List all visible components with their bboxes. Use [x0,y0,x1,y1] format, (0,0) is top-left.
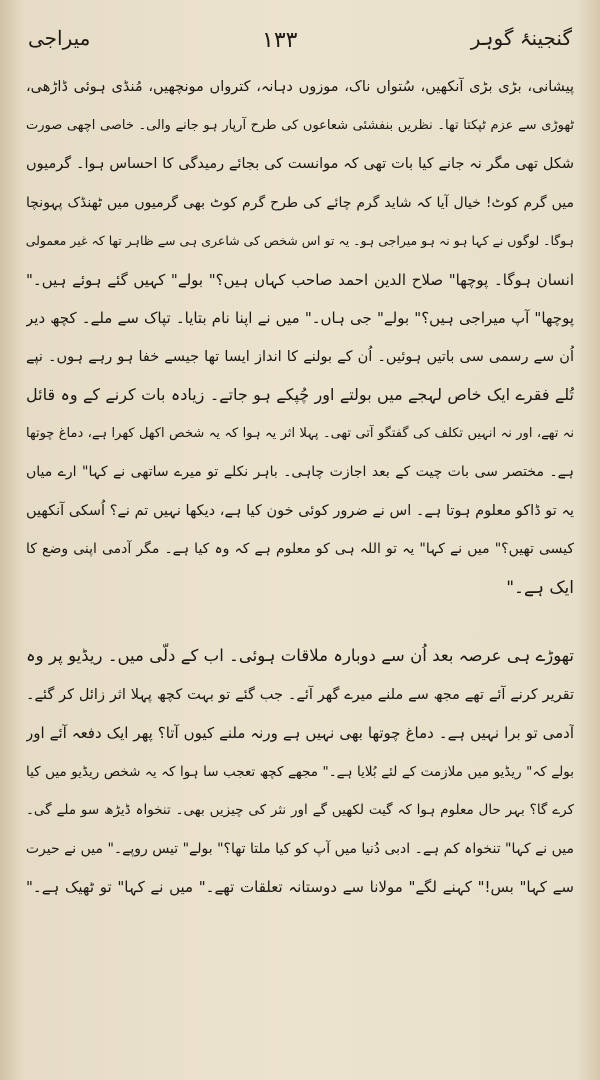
page-number: ۱۳۳ [262,28,298,53]
text-line: شکل تھی مگر نہ جانے کیا بات تھی کہ موانست کی بجائے رمیدگی کا احساس ہوا۔ گرمیوں [26,156,574,172]
text-line: میں نے کہا" تنخواہ کم ہے۔ ادبی دُنیا میں آپ کو کیا ملتا تھا؟" بولے" تیس روپے۔" میں نے حیرت [26,840,574,857]
text-line: یہ تو ڈاکو معلوم ہوتا ہے۔ اس نے ضرور کوئی خون کیا ہے، دیکھا نہیں تم نے؟ اُسکی آنکھیں [26,502,574,519]
paragraph [26,637,574,907]
text-line: نہ تھے، اور نہ انہیں تکلف کی گفتگو آتی تھی۔ پہلا اثر یہ ہوا کہ یہ شخص اکھل کھرا ہے، دماغ چوتھا [26,425,574,441]
text-line: ٹھوڑی سے عزم ٹپکتا تھا۔ نظریں بنفشئی شعاعوں کی طرح آرپار ہو جانے والی۔ خاصی اچھی صورت [26,117,574,133]
author-name: میراجی [28,26,91,50]
running-header [0,0,600,62]
text-line: ہے۔ مختصر سی بات چیت کے بعد اجازت چاہی۔ باہر نکلے تو میرے ساتھی نے کہا" ارے میاں [26,464,574,480]
text-line: تھوڑے ہی عرصہ بعد اُن سے دوبارہ ملاقات ہوئی۔ اب کے دلّی میں۔ ریڈیو پر وہ [26,646,574,665]
text-line: بولے کہ" ریڈیو میں ملازمت کے لئے بُلایا ہے۔" مجھے کچھ تعجب سا ہوا کہ یہ شخص ریڈیو میں کیا [26,763,574,780]
text-line: پوچھا" آپ میراجی ہیں؟" بولے" جی ہاں۔" میں نے اپنا نام بتایا۔ تپاک سے ملے۔ کچھ دیر [26,309,574,327]
text-line: آدمی تو برا نہیں ہے۔ دماغ چوتھا بھی نہیں ہے ورنہ ملنے کیوں آتا؟ پھر ایک دفعہ آئے اور [26,724,574,742]
text-line: تقریر کرنے آئے تھے مجھ سے ملنے میرے گھر آئے۔ جب گئے تو بہت کچھ پہلا اثر زائل کر گئے۔ [26,686,574,703]
text-line: سے کہا" بس!" کہنے لگے" مولانا سے دوستانہ تعلقات تھے۔" میں نے کہا" تو ٹھیک ہے۔" [26,878,574,896]
body-text [26,68,574,1068]
text-line: ایک ہے۔" [506,577,574,598]
text-line: انسان ہوگا۔ پوچھا" صلاح الدین احمد صاحب کہاں ہیں؟" بولے" کہیں گئے ہوئے ہیں۔" [26,270,574,289]
text-line: اُن سے رسمی سی باتیں ہوئیں۔ اُن کے بولنے کا انداز ایسا تھا جیسے خفا ہو رہے ہوں۔ نپے [26,348,574,365]
text-line: میں گرم کوٹ! خیال آیا کہ شاید گرم چائے کی طرح گرم کوٹ بھی گرمیوں میں ٹھنڈک پہونچا [26,194,574,211]
text-line: پیشانی، بڑی بڑی آنکھیں، سُتواں ناک، موزوں دہانہ، کترواں مونچھیں، مُنڈی ہوئی ڈاڑھی، [26,79,574,95]
paragraph-gap [26,607,574,637]
text-line: تُلے فقرے ایک خاص لہجے میں بولتے اور چُپکے ہو جاتے۔ زیادہ بات کرنے کے وہ قائل [26,385,574,404]
text-line: کیسی تھیں؟" میں نے کہا" یہ تو اللہ ہی کو معلوم ہے کہ وہ کیا ہے۔ مگر آدمی اپنی وضع کا [26,541,574,557]
book-title: گنجینۂ گوہر [470,26,572,50]
paragraph [26,68,574,607]
text-line: ہوگا۔ لوگوں نے کہا ہو نہ ہو میراجی ہو۔ یہ تو اس شخص کی شاعری ہی سے ظاہر تھا کہ غیر معمولی [26,233,574,248]
text-line: کرے گا؟ بہر حال معلوم ہوا کہ گیت لکھیں گے اور نثر کی چیزیں بھی۔ تنخواہ ڈیڑھ سو ملے گی۔ [26,802,574,818]
